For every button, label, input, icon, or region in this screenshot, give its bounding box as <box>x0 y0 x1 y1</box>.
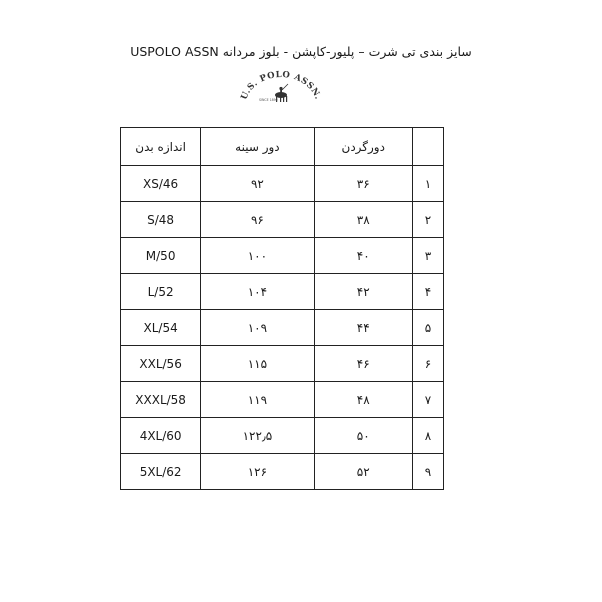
cell-index: ۱ <box>412 166 443 202</box>
logo-wordmark: U.S. POLO ASSN. <box>239 69 323 102</box>
page-title: سایز بندی تی شرت – پلیور-کاپشن - بلوز مردانه USPOLO ASSN <box>130 44 472 59</box>
cell-body-size: XL/54 <box>121 310 201 346</box>
table-row <box>121 454 444 490</box>
cell-body-size: S/48 <box>121 202 201 238</box>
cell-neck: ۴۲ <box>314 274 412 310</box>
cell-neck: ۴۶ <box>314 346 412 382</box>
cell-body-size: L/52 <box>121 274 201 310</box>
table-row <box>121 382 444 418</box>
cell-index: ۵ <box>412 310 443 346</box>
cell-chest: ۱۱۵ <box>201 346 314 382</box>
cell-neck: ۳۶ <box>314 166 412 202</box>
table-row <box>121 274 444 310</box>
cell-chest: ۱۲۶ <box>201 454 314 490</box>
cell-neck: ۳۸ <box>314 202 412 238</box>
cell-chest: ۱۰۰ <box>201 238 314 274</box>
cell-index: ۷ <box>412 382 443 418</box>
table-header-row <box>121 128 444 166</box>
cell-index: ۴ <box>412 274 443 310</box>
header-chest: دور سینه <box>201 128 314 166</box>
cell-body-size: M/50 <box>121 238 201 274</box>
cell-index: ۲ <box>412 202 443 238</box>
table-row <box>121 238 444 274</box>
cell-chest: ۱۲۲٫۵ <box>201 418 314 454</box>
header-neck: دورگردن <box>314 128 412 166</box>
cell-index: ۸ <box>412 418 443 454</box>
table-row <box>121 202 444 238</box>
cell-index: ۹ <box>412 454 443 490</box>
cell-chest: ۱۰۹ <box>201 310 314 346</box>
cell-neck: ۴۸ <box>314 382 412 418</box>
header-index <box>412 128 443 166</box>
cell-body-size: 4XL/60 <box>121 418 201 454</box>
table-row <box>121 346 444 382</box>
cell-neck: ۵۰ <box>314 418 412 454</box>
cell-index: ۳ <box>412 238 443 274</box>
cell-body-size: XXL/56 <box>121 346 201 382</box>
cell-neck: ۵۲ <box>314 454 412 490</box>
table-row <box>121 418 444 454</box>
cell-chest: ۹۶ <box>201 202 314 238</box>
cell-neck: ۴۴ <box>314 310 412 346</box>
logo-subtext: SINCE 1890 <box>259 98 278 102</box>
table-row <box>121 310 444 346</box>
size-table <box>120 127 444 490</box>
table-row <box>121 166 444 202</box>
cell-index: ۶ <box>412 346 443 382</box>
header-body-size: اندازه بدن <box>121 128 201 166</box>
us-polo-assn-logo <box>236 64 326 112</box>
cell-chest: ۱۱۹ <box>201 382 314 418</box>
cell-body-size: XS/46 <box>121 166 201 202</box>
cell-neck: ۴۰ <box>314 238 412 274</box>
cell-chest: ۱۰۴ <box>201 274 314 310</box>
cell-body-size: XXXL/58 <box>121 382 201 418</box>
cell-chest: ۹۲ <box>201 166 314 202</box>
cell-body-size: 5XL/62 <box>121 454 201 490</box>
